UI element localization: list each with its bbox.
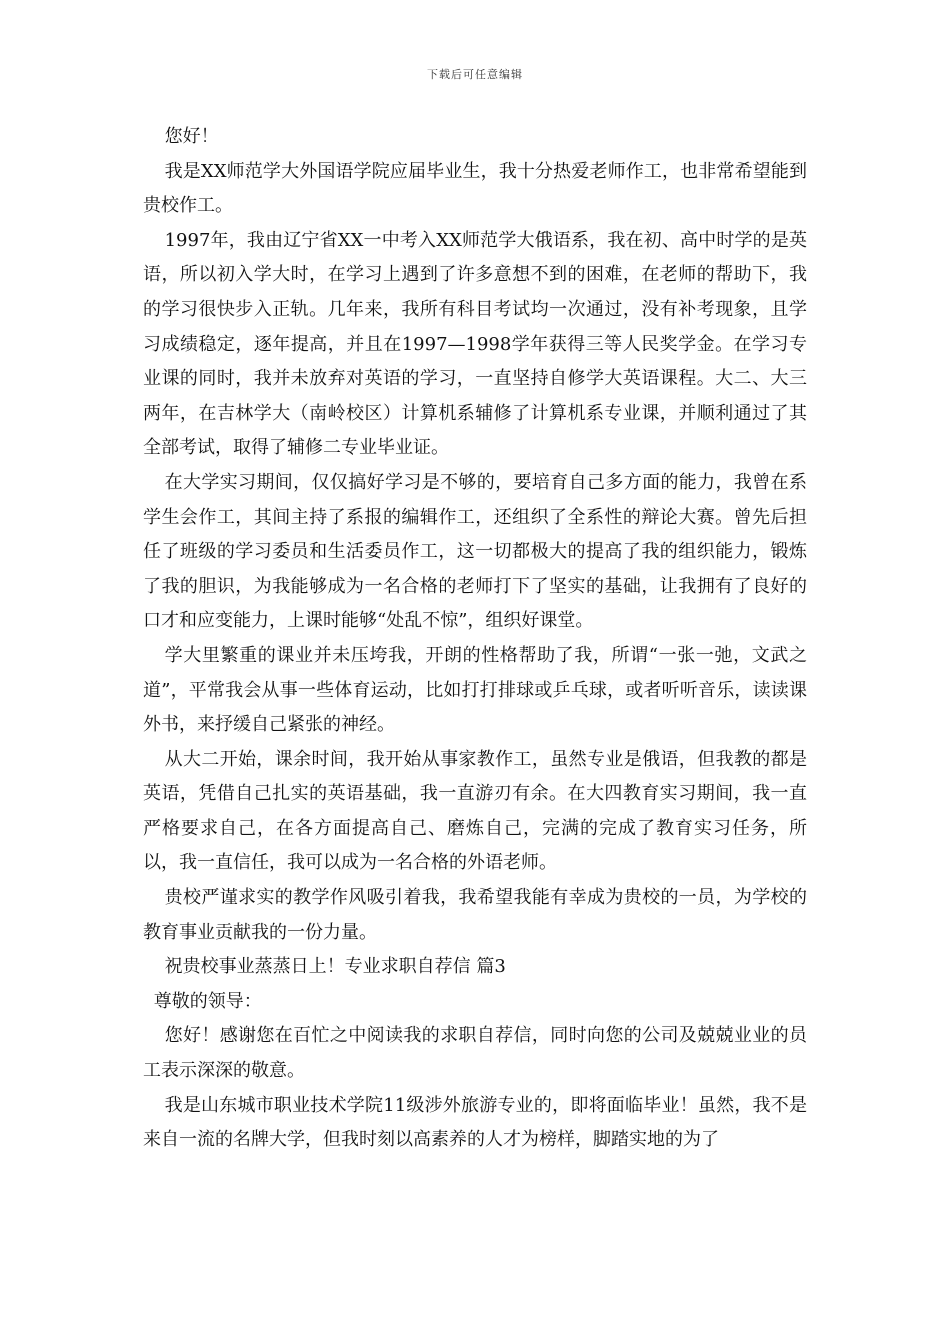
closing-paragraph: 贵校严谨求实的教学作风吸引着我，我希望我能有幸成为贵校的一员，为学校的教育事业贡献我的一份力量。: [143, 887, 807, 943]
salutation-line: 尊敬的领导：: [153, 990, 262, 1012]
education-paragraph: 1997年，我由辽宁省XX一中考入XX师范学大俄语系，我在初、高中时学的是英语，所以初入学大时，在学习上遇到了许多意想不到的困难，在老师的帮助下，我的学习很快步入正轨。几年来，我所有科目考试均一次通过，没有补考现象，且学习成绩稳定，逐年提高，并且在1997—1998学年获得三等人民奖学金。在学习专业课的同时，我并未放弃对英语的学习，一直坚持自修学大英语课程。大二、大三两年，在吉林学大（南岭校区）计算机系辅修了计算机系专业课，并顺利通过了其全部考试，取得了辅修二专业毕业证。: [143, 229, 807, 459]
self-intro-paragraph: 我是山东城市职业技术学院11级涉外旅游专业的，即将面临毕业！虽然，我不是来自一流的名牌大学，但我时刻以高素养的人才为榜样，脚踏实地的为了: [143, 1094, 807, 1151]
page-header: 下载后可任意编辑: [427, 68, 523, 81]
intro-paragraph: 我是XX师范学大外国语学院应届毕业生，我十分热爱老师作工，也非常希望能到贵校作工。: [143, 160, 807, 217]
greeting-paragraph: 您好！: [164, 126, 219, 147]
activities-paragraph: 在大学实习期间，仅仅搞好学习是不够的，要培育自己多方面的能力，我曾在系学生会作工，其间主持了系报的编辑作工，还组织了全系性的辩论大赛。曾先后担任了班级的学习委员和生活委员作工，这一切都极大的提高了我的组织能力，锻炼了我的胆识，为我能够成为一名合格的老师打下了坚实的基础，让我拥有了良好的口才和应变能力，上课时能够“处乱不惊”，组织好课堂。: [143, 471, 807, 632]
letter-body: [143, 120, 807, 1158]
tutoring-paragraph: 从大二开始，课余时间，我开始从事家教作工，虽然专业是俄语，但我教的都是英语，凭借自己扎实的英语基础，我一直游刃有余。在大四教育实习期间，我一直严格要求自己，在各方面提高自己、磨炼自己，完满的完成了教育实习任务，所以，我一直信任，我可以成为一名合格的外语老师。: [143, 748, 807, 874]
section-heading: 祝贵校事业蒸蒸日上！专业求职自荐信 篇3: [164, 956, 506, 978]
thanks-paragraph: 您好！感谢您在百忙之中阅读我的求职自荐信，同时向您的公司及兢兢业业的员工表示深深的敬意。: [143, 1025, 807, 1082]
hobbies-paragraph: 学大里繁重的课业并未压垮我，开朗的性格帮助了我，所谓“一张一弛，文武之道”，平常我会从事一些体育运动，比如打打排球或乒乓球，或者听听音乐，读读课外书，来抒缓自己紧张的神经。: [143, 644, 807, 736]
